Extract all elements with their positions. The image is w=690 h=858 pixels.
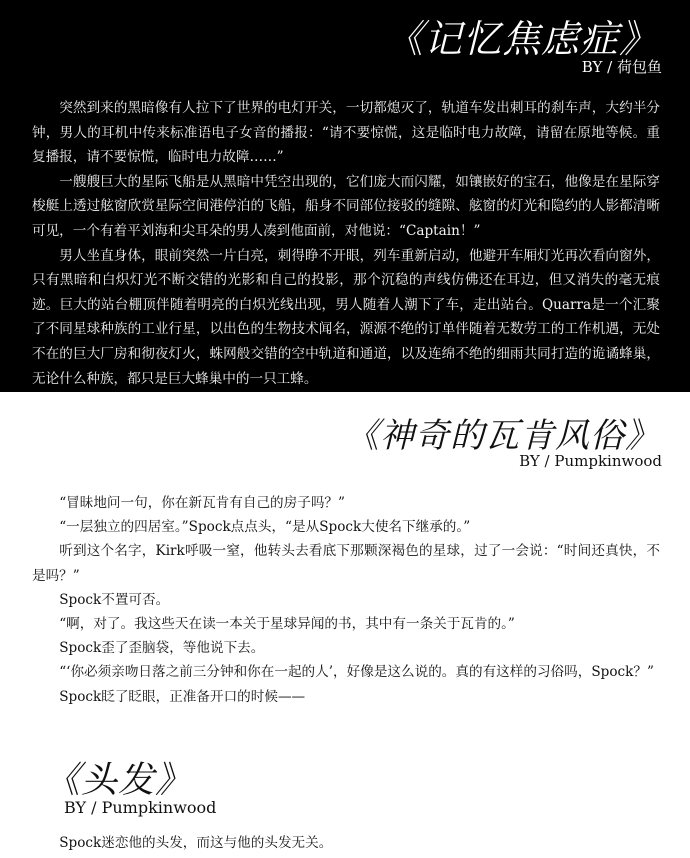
story-body — [32, 832, 660, 854]
story-body — [32, 96, 660, 391]
section-title: 《记忆焦虑症》 — [384, 17, 658, 61]
section-memory-anxiety — [0, 0, 690, 392]
section-title: 《神奇的瓦肯风俗》 — [345, 416, 660, 456]
story-body — [32, 491, 660, 709]
paragraph: Spock歪了歪脑袋，等他说下去。 — [59, 640, 265, 657]
paragraph: 突然到来的黑暗像有人拉下了世界的电灯开关，一切都熄灭了，轨道车发出刺耳的刹车声，大约半分钟，男人的耳机中传来标准语电子女音的播报：“请不要惊慌，这是临时电力故障，请留在原地等候。重复播报，请不要惊慌，临时电力故障……” — [32, 100, 660, 166]
paragraph: “冒昧地问一句，你在新瓦肯有自己的房子吗？” — [59, 495, 345, 511]
paragraph: Spock不置可否。 — [59, 591, 170, 608]
section-title: 《头发》 — [44, 760, 193, 801]
paragraph: Spock眨了眨眼，正准备开口的时候—— — [59, 688, 306, 705]
paragraph: “‘你必须亲吻日落之前三分钟和你在一起的人’，好像是这么说的。真的有这样的习俗吗，Spock？” — [59, 664, 654, 681]
paragraph: “啊，对了。我这些天在读一本关于星球异闻的书，其中有一条关于瓦肯的。” — [59, 616, 515, 633]
paragraph: “一层独立的四居室。”Spock点点头，“是从Spock大使名下继承的。” — [59, 519, 471, 536]
author-byline: BY / Pumpkinwood — [64, 798, 217, 817]
author-byline: BY / 荷包鱼 — [581, 58, 662, 76]
author-byline: BY / Pumpkinwood — [519, 452, 662, 470]
paragraph: 男人坐直身体，眼前突然一片白亮，刺得睁不开眼，列车重新启动，他避开车厢灯光再次看向窗外，只有黑暗和白炽灯光不断交错的光影和自己的投影，那个沉稳的声线仿佛还在耳边，但又消失的毫无痕迹。巨大的站台棚顶伴随着明亮的白炽光线出现，男人随着人潮下了车，走出站台。Quarra是一个汇聚了不同星球种族的工业行星，以出色的生物技术闻名，源源不绝的订单伴随着无数劳工的工作机遇，无处不在的巨大厂房和彻夜灯火，蛛网般交错的空中轨道和通道，以及连绵不绝的细雨共同打造的诡谲蜂巢，无论什么种族，都只是巨大蜂巢中的一只工蜂。 — [32, 247, 660, 387]
paragraph: 听到这个名字，Kirk呼吸一窒，他转头去看底下那颗深褐色的星球，过了一会说：“时间还真快，不是吗？” — [32, 543, 660, 584]
paragraph: Spock迷恋他的头发，而这与他的头发无关。 — [59, 835, 333, 851]
paragraph: 一艘艘巨大的星际飞船是从黑暗中凭空出现的，它们庞大而闪耀，如镶嵌好的宝石，他像是在星际穿梭艇上透过舷窗欣赏星际空间港停泊的飞船，船身不同部位接驳的缝隙、舷窗的灯光和隐约的人影都清晰可见，一个有着平刘海和尖耳朵的男人凑到他面前，对他说：“Captain！” — [32, 173, 660, 239]
